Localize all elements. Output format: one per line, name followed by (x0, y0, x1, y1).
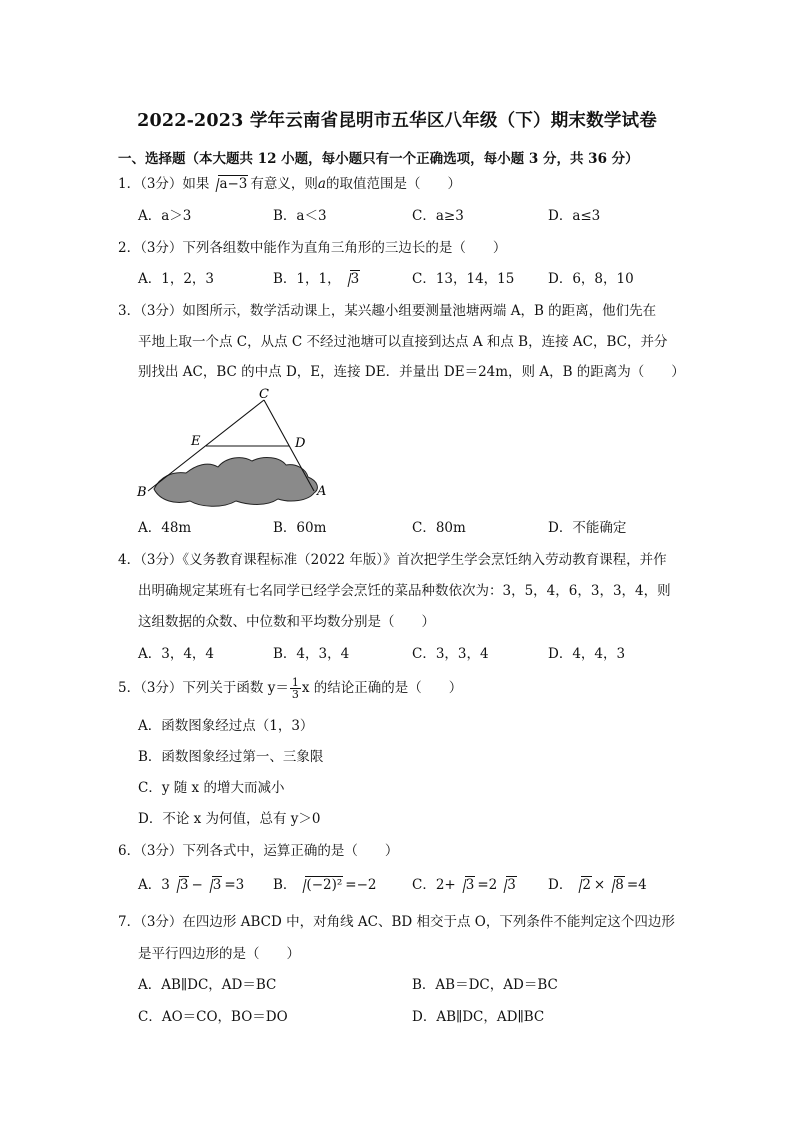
q1-option-d[interactable]: D．a≤3 (548, 208, 601, 224)
question-4-line-3: 这组数据的众数、中位数和平均数分别是（ ） (138, 614, 435, 630)
q6-option-b[interactable] (273, 876, 377, 894)
question-2-stem: 2．（3分）下列各组数中能作为直角三角形的三边长的是（ ） (118, 240, 507, 256)
q5-post: x 的结论正确的是（ ） (301, 680, 463, 696)
q6-opta-r2: 3 (212, 877, 222, 893)
q5-option-d[interactable]: D．不论 x 为何值，总有 y＞0 (138, 811, 321, 827)
q6-optb-r1: (−2)² (306, 877, 343, 893)
question-3-line-1: 3．（3分）如图所示，数学活动课上，某兴趣小组要测量池塘两端 A，B 的距离，他们先在 (118, 303, 657, 319)
q2-option-c[interactable]: C．13，14，15 (412, 271, 515, 287)
q6-optb-label: B． (273, 877, 297, 893)
q2-option-a[interactable]: A．1，2，3 (138, 271, 215, 287)
q6-optc-t2: =2 (477, 877, 498, 893)
q1-end: 的取值范围是（ ） (325, 176, 461, 192)
q1-pre: 1．（3分）如果 (118, 176, 210, 192)
q6-optd-label: D． (548, 877, 573, 893)
q6-opta-label: A． (138, 877, 162, 893)
sqrt-symbol (170, 876, 190, 894)
q1-option-c[interactable]: C．a≥3 (412, 208, 464, 224)
sqrt-symbol (203, 876, 223, 894)
q6-option-a[interactable] (138, 876, 244, 894)
q6-optd-r1: 2 (582, 877, 591, 893)
q5-option-a[interactable]: A．函数图象经过点（1，3） (138, 718, 314, 734)
q6-optd-t2: =4 (626, 877, 647, 893)
q7-option-d[interactable]: D．AB∥DC，AD∥BC (412, 1009, 545, 1025)
q6-optd-r2: 8 (615, 877, 624, 893)
q1-radicand: a−3 (219, 176, 248, 192)
q1-option-a[interactable]: A．a＞3 (138, 208, 192, 224)
pond-shape (154, 458, 317, 507)
question-3-line-3: 别找出 AC，BC 的中点 D，E，连接 DE．并量出 DE＝24m，则 A，B 的距离为（ ） (138, 364, 685, 380)
question-4-line-2: 出明确规定某班有七名同学已经学会烹饪的菜品种数依次为：3，5，4，6，3，3，4，则 (138, 583, 671, 599)
label-d: D (295, 436, 306, 451)
q4-option-a[interactable]: A．3，4，4 (138, 646, 215, 662)
label-b: B (137, 485, 147, 500)
q6-optc-r1: 3 (465, 877, 475, 893)
q6-optb-t1: =−2 (345, 877, 377, 893)
pond-triangle-figure (130, 385, 340, 510)
label-e: E (191, 434, 201, 449)
sqrt-symbol (296, 876, 343, 894)
sqrt-symbol (605, 876, 625, 894)
sqrt-symbol (341, 270, 361, 288)
q1-post: 有意义，则 (250, 176, 318, 192)
q6-opta-t3: =3 (224, 877, 245, 893)
q6-optc-label: C． (412, 877, 436, 893)
q2-optb-text: B．1，1， (273, 271, 341, 287)
q6-opta-t2: − (191, 877, 203, 893)
q5-pre: 5．（3分）下列关于函数 y＝ (118, 680, 289, 696)
q7-option-a[interactable]: A．AB∥DC，AD＝BC (138, 977, 277, 993)
fraction-denominator: 3 (291, 688, 299, 701)
label-c: C (259, 387, 269, 402)
q2-optb-radicand: 3 (350, 271, 360, 287)
question-7-line-1: 7．（3分）在四边形 ABCD 中，对角线 AC、BD 相交于点 O，下列条件不能判定这个四边形 (118, 914, 675, 930)
q6-opta-r1: 3 (179, 877, 189, 893)
q5-option-b[interactable]: B．函数图象经过第一、三象限 (138, 749, 324, 765)
q3-option-c[interactable]: C．80m (412, 520, 466, 536)
question-1-stem (118, 175, 461, 193)
q1-option-b[interactable]: B．a＜3 (273, 208, 327, 224)
sqrt-symbol (456, 876, 476, 894)
q2-option-b[interactable] (273, 270, 362, 288)
question-4-line-1: 4．（3分）《义务教育课程标准（2022 年版）》首次把学生学会烹饪纳入劳动教育课程，并作 (118, 552, 667, 568)
label-a: A (317, 484, 327, 499)
q6-option-c[interactable] (412, 876, 519, 894)
q5-option-c[interactable]: C．y 随 x 的增大而减小 (138, 780, 285, 796)
section-heading: 一、选择题（本大题共 12 小题，每小题只有一个正确选项，每小题 3 分，共 36 分） (118, 151, 639, 167)
sqrt-symbol (572, 876, 592, 894)
fraction (290, 677, 301, 700)
q7-option-b[interactable]: B．AB＝DC，AD＝BC (412, 977, 558, 993)
q6-optc-t1: 2+ (435, 877, 456, 893)
question-5-stem (118, 677, 462, 700)
page-title: 2022-2023 学年云南省昆明市五华区八年级（下）期末数学试卷 (137, 111, 657, 131)
fraction-numerator: 1 (291, 676, 299, 689)
sqrt-symbol (497, 876, 517, 894)
q1-var: a (317, 176, 326, 192)
q3-option-a[interactable]: A．48m (138, 520, 192, 536)
question-7-line-2: 是平行四边形的是（ ） (138, 946, 300, 962)
q6-optc-r2: 3 (507, 877, 516, 893)
sqrt-symbol (209, 175, 248, 193)
question-6-stem: 6．（3分）下列各式中，运算正确的是（ ） (118, 843, 399, 859)
q3-option-b[interactable]: B．60m (273, 520, 327, 536)
q4-option-b[interactable]: B．4，3，4 (273, 646, 350, 662)
q7-option-c[interactable]: C．AO＝CO，BO＝DO (138, 1009, 288, 1025)
q3-option-d[interactable]: D．不能确定 (548, 520, 627, 536)
q4-option-c[interactable]: C．3，3，4 (412, 646, 489, 662)
q6-opta-t1: 3 (161, 877, 170, 893)
question-3-line-2: 平地上取一个点 C，从点 C 不经过池塘可以直接到达点 A 和点 B，连接 AC，BC，并分 (138, 334, 668, 350)
q4-option-d[interactable]: D．4，4，3 (548, 646, 626, 662)
q2-option-d[interactable]: D．6，8，10 (548, 271, 634, 287)
q6-option-d[interactable] (548, 876, 647, 894)
q6-optd-t1: × (593, 877, 606, 893)
